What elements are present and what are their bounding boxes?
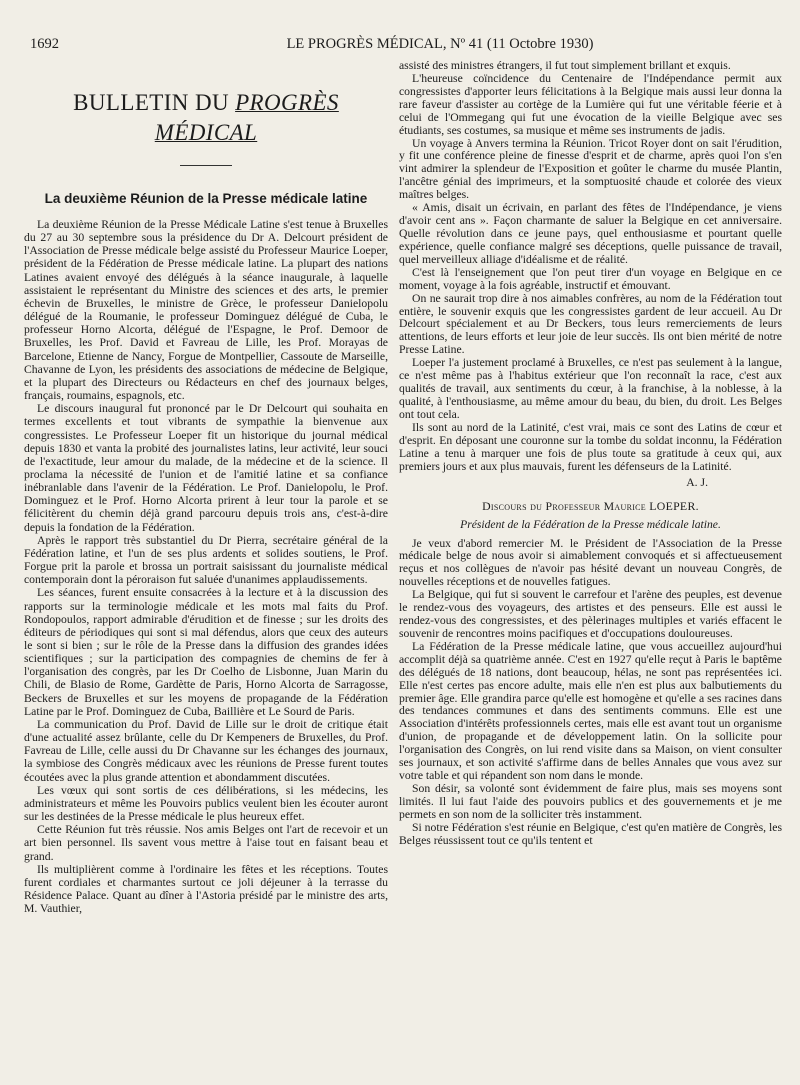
article-paragraph: Le discours inaugural fut prononcé par le Dr Delcourt qui souhaita en termes excellents et tout vibrants de sympathie la bienvenue aux congressistes. Le Professeur Loeper fit un historique du journal médical depuis 1830 et vanta la probité des journalistes latins, leur activité, leur souci de l'exactitude, leur amour du malade, de la médecine et de la science. Il proclama la nécessité de l'union et de l'amitié latine et sa confiance inébranlable dans l'avenir de la Fédération. Le Prof. Danielopolu, le Prof. Dominguez et le Prof. Horno Alcorta prirent à leur tour la parole et se félicitèrent du chemin déjà grand parcouru depuis trois ans, c'est-à-dire depuis la fondation de la Fédération.: [24, 402, 388, 534]
speech-title: Discours du Professeur Maurice LOEPER.: [482, 498, 699, 513]
article-paragraph: Cette Réunion fut très réussie. Nos amis Belges ont l'art de recevoir et un art bien personnel. Ils savent vous mettre à l'aise tout en faisant beau et grand.: [24, 823, 388, 863]
article-paragraph: Les vœux qui sont sortis de ces délibérations, si les médecins, les administrateurs et même les Pouvoirs publics veulent bien les écouter auront sur les destinées de la Presse médicale le plus heureux effet.: [24, 783, 388, 824]
speech-body: [399, 538, 782, 848]
article-title: La deuxième Réunion de la Presse médicale latine: [44, 191, 368, 206]
article-paragraph: Loeper l'a justement proclamé à Bruxelles, ce n'est pas seulement à la langue, ce n'est même pas à l'habitus extérieur que l'on reconnaît la race, c'est aux qualités de travail, aux sentiments du cœur, à la franchise, à la noblesse, à la qualité, à l'enthousiasme, au même amour du beau, du bien, du droit. Les Belges ont tout cela.: [399, 356, 782, 421]
speech-paragraph: La Belgique, qui fut si souvent le carrefour et l'arène des peuples, est devenue le rendez-vous des voyageurs, des artistes et des penseurs. Elle est aussi le rendez-vous des congressistes, et des pèlerinages multiples et variés effacent le souvenir de rencontres moins pacifiques et d'occupations douloureuses.: [399, 588, 782, 640]
article-paragraph: Ils multiplièrent comme à l'ordinaire les fêtes et les réceptions. Toutes furent cordiales et charmantes surtout ce joli déjeuner à la terrasse du Résidence Palace. Quant au dîner à l'Astoria présidé par le ministre des arts, M. Vauthier,: [24, 862, 388, 916]
right-column: [399, 60, 782, 848]
article-paragraph: La deuxième Réunion de la Presse Médicale Latine s'est tenue à Bruxelles du 27 au 30 septembre sous la présidence du Dr A. Delcourt président de l'Association de Presse médicale belge assisté du Professeur Maurice Loeper, président de la Fédération de Presse médicale latine. La plupart des nations Latines avaient envoyé des délégués à la séance inaugurale, à laquelle assistaient le représentant du Ministre des sciences et des arts, le premier échevin de Bruxelles, le ministre de Grèce, le professeur Danielopolu délégué de la Roumanie, le professeur Dominguez délégué de Cuba, le professeur Horno Alcorta, délégué de l'Espagne, le Prof. Demoor de Bruxelles, les Prof. David et Favreau de Lille, les Prof. Morayas de Barcelone, Etienne de Nancy, Forgue de Montpellier, Cassoute de Marseille, Chavanne de Lyon, les présidents des associations de médecine de Belgique, et la plupart des Directeurs ou Rédacteurs en chef des journaux belges, français, roumains, espagnols, etc.: [24, 218, 388, 403]
speech-paragraph: Si notre Fédération s'est réunie en Belgique, c'est qu'en matière de Congrès, les Belges réussissent tout ce qu'ils tentent et: [399, 820, 782, 847]
article-body-left: [24, 218, 388, 915]
speech-paragraph: La Fédération de la Presse médicale latine, que vous accueillez aujourd'hui accomplit déjà sa quatrième année. C'est en 1927 qu'elle reçut à Paris le baptême des délégués de 18 nations, dont beaucoup, hélas, ne sont pas représentées ici. Elle n'est certes pas encore adulte, mais elle n'en est plus aux balbutiements du premier âge. Elle grandira parce qu'elle est homogène et qu'elle a ses racines dans des tendances communes et dans des sentiments communs. Elle est une Association d'intérêts professionnels certes, mais elle est avant tout un organisme d'union, de propagande et de développement latin. On la sollicite pour l'organisation des Congrès, on lui rend visite dans sa Maison, on vient consulter ses journaux, et son activité s'affirme dans de belles Annales que vous avez sur votre table et qui répandent son nom dans le monde.: [399, 639, 782, 783]
speech-paragraph: Je veux d'abord remercier M. le Président de l'Association de la Presse médicale belge de nous avoir si aimablement convoqués et si affectueusement reçus et nos collègues de n'avoir pas hésité devant un nouveau Congrès, de nouvelles réceptions et de nouvelles fatigues.: [399, 536, 782, 589]
speech-subtitle: Président de la Fédération de la Presse médicale latine.: [460, 517, 721, 531]
article-signature: A. J.: [686, 475, 708, 489]
left-column: [24, 60, 388, 915]
running-head: [30, 34, 770, 54]
article-paragraph: Après le rapport très substantiel du Dr Pierra, secrétaire général de la Fédération latine, et l'un de ses plus ardents et solides soutiens, le Prof. Forgue prit la parole et brossa un portrait saisissant du journaliste médical contemporain dont la péroraison fut saluée d'unanimes applaudissements.: [24, 533, 388, 587]
bulletin-title-prefix: BULLETIN DU: [73, 90, 236, 115]
article-paragraph: On ne saurait trop dire à nos aimables confrères, au nom de la Fédération tout entière, le souvenir exquis que les congressistes gardent de leur accueil. Au Dr Delcourt spécialement et au Dr Beckers, tous leurs remerciements de leurs attentions, de leurs efforts et leur joie de leur succès. Ils ont bien mérité de notre Presse Latine.: [399, 291, 782, 357]
article-paragraph: C'est là l'enseignement que l'on peut tirer d'un voyage en Belgique en ce moment, voyage à la fois agréable, instructif et émouvant.: [399, 265, 782, 292]
article-paragraph: Ils sont au nord de la Latinité, c'est vrai, mais ce sont des Latins de cœur et d'esprit. En déposant une couronne sur la tombe du soldat inconnu, la Fédération Latine a tenu à marquer une fois de plus toute sa gratitude à ceux qui, aux premiers jours et aux plus mauvais, furent les défenseurs de la Latinité.: [399, 420, 782, 473]
speech-paragraph: Son désir, sa volonté sont évidemment de faire plus, mais ses moyens sont limités. Il lui faut l'aide des pouvoirs publics et des gouvernements et je me permets en son nom de la solliciter très instamment.: [399, 782, 782, 821]
article-body-right: [399, 60, 782, 474]
page-number: 1692: [30, 36, 59, 52]
article-paragraph: Les séances, furent ensuite consacrées à la lecture et à la discussion des rapports sur la terminologie médicale et les mots mal faits du Prof. Rondopoulos, rapport admirable d'érudition et de finesse ; sur les droits des éditeurs de périodiques qui sont si mal défendus, alors que ceux des auteurs le sont si bien ; sur le rôle de la Presse dans la diffusion des grandes idées scientifiques ; sur la participation des compagnies de chemins de fer à l'organisation des congrès, par les Dr Coelho de Lisbonne, Juan Marin du Chili, de Blasio de Rome, Gardètte de Paris, Horno Alcorta de Sarragosse, Beckers de Bruxelles et sur les moyens de propagande de la Fédération Latine par le Prof. Dominguez de Cuba, Baillière et Le Sourd de Paris.: [24, 586, 388, 718]
article-paragraph: « Amis, disait un écrivain, en parlant des fêtes de l'Indépendance, je viens d'avoir cent ans ». Façon charmante de saluer la Belgique en cet anniversaire. Quelle révolution dans ce jeune pays, quel enthousiasme et pourtant quelle expérience, quelle confiance malgré ses déceptions, quelle puissance de travail, quel merveilleux alliage d'idéalisme et de réalité.: [399, 201, 782, 266]
title-divider: [180, 165, 232, 166]
article-paragraph: assisté des ministres étrangers, il fut tout simplement brillant et exquis.: [399, 59, 731, 72]
article-paragraph: L'heureuse coïncidence du Centenaire de l'Indépendance permit aux congressistes d'apporter leurs félicitations à la Belgique mais aussi leur donna la rare faveur d'assister au cortège de la Lumière qui fut une véritable féerie et à celui de l'Ommegang qui fut une évocation de la vieille Belgique avec ses étudiants, ses costumes, sa musique et même ses instruments de jadis.: [399, 71, 782, 137]
article-paragraph: Un voyage à Anvers termina la Réunion. Tricot Royer dont on sait l'érudition, y fit une conférence pleine de finesse d'esprit et de charme, après quoi l'on s'en vint admirer la splendeur de l'Exposition et goûter le charme du musée Plantin, l'ancêtre génial des imprimeurs, et la somptuosité chaude et colorée des vieux maîtres belges.: [399, 136, 782, 202]
journal-issue-line: LE PROGRÈS MÉDICAL, Nº 41 (11 Octobre 1930): [286, 36, 594, 52]
bulletin-title-journal: PROGRÈS MÉDICAL: [154, 90, 339, 145]
bulletin-title: [24, 88, 388, 148]
article-paragraph: La communication du Prof. David de Lille sur le droit de critique était d'une actualité assez brûlante, celle du Dr Kempeners de Bruxelles, du Prof. Favreau de Lille, celle aussi du Dr Chavanne sur les échanges des journaux, la symbiose des Congrès médicaux avec les réunions de Presse furent toutes écoutées avec la plus grande attention et abondamment discutées.: [24, 717, 388, 784]
